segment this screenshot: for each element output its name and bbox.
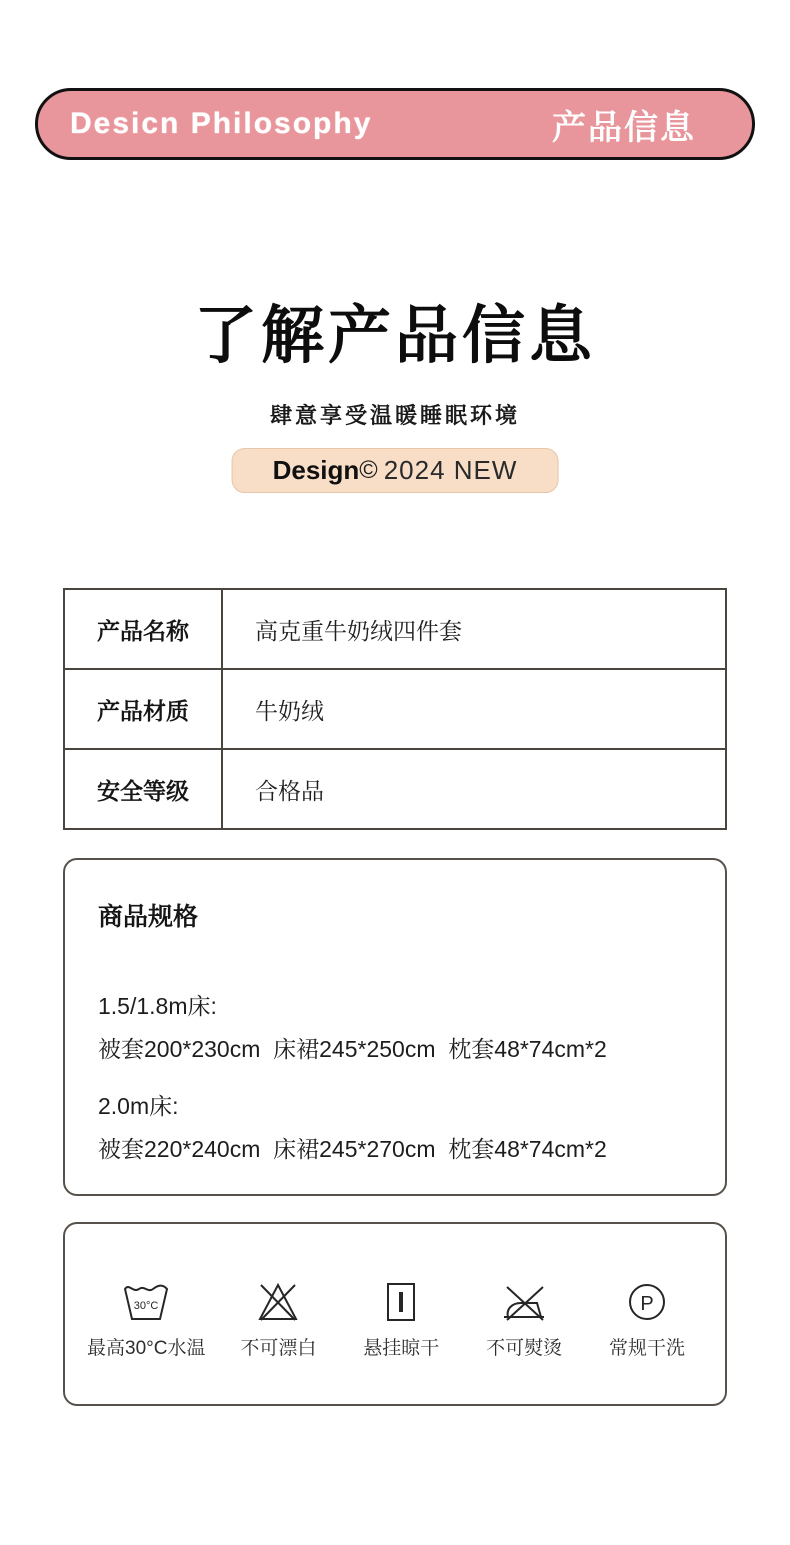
- spec-group-15-18m: [98, 988, 695, 1064]
- care-item-no-bleach: [228, 1280, 328, 1360]
- spec-size-detail: 被套220*240cm 床裙245*270cm 枕套48*74cm*2: [98, 1136, 607, 1162]
- care-item-label: 不可熨烫: [486, 1338, 563, 1359]
- spec-group-20m: [98, 1088, 695, 1164]
- banner-chinese-title: 产品信息: [552, 108, 696, 147]
- row-label-material: 产品材质: [64, 669, 222, 749]
- spec-size-label: 1.5/1.8m床:: [98, 993, 217, 1019]
- dry-clean-icon: [623, 1280, 671, 1324]
- svg-text:P: P: [640, 1293, 654, 1315]
- badge-brand-text: Design: [272, 455, 360, 485]
- no-iron-icon: [499, 1280, 549, 1324]
- row-label-safety-grade: 安全等级: [64, 749, 222, 829]
- spec-box: [63, 858, 727, 1196]
- badge-year-text: 2024 NEW: [383, 455, 518, 485]
- table-row: [64, 589, 726, 669]
- hang-dry-icon: [377, 1280, 425, 1324]
- no-bleach-icon: [254, 1280, 302, 1324]
- care-item-hang-dry: [351, 1280, 451, 1360]
- product-info-table: [63, 588, 727, 830]
- page-subtitle: 肆意享受温暖睡眠环境: [269, 403, 520, 428]
- care-item-label: 不可漂白: [240, 1338, 317, 1359]
- care-item-no-iron: [474, 1280, 574, 1360]
- spec-size-detail: 被套200*230cm 床裙245*250cm 枕套48*74cm*2: [98, 1036, 607, 1062]
- section-header-banner: [35, 88, 755, 160]
- row-value-material: 牛奶绒: [222, 669, 726, 749]
- spec-size-label: 2.0m床:: [98, 1093, 179, 1119]
- page-title: 了解产品信息: [194, 301, 596, 371]
- row-value-safety-grade: 合格品: [222, 749, 726, 829]
- care-item-label: 最高30°C水温: [87, 1338, 206, 1359]
- design-year-badge: [232, 448, 559, 493]
- svg-text:30°C: 30°C: [133, 1300, 159, 1312]
- care-item-label: 常规干洗: [608, 1338, 685, 1359]
- copyright-icon: ©: [359, 456, 378, 484]
- table-row: [64, 749, 726, 829]
- care-instructions-box: [63, 1222, 727, 1406]
- care-item-wash: [87, 1280, 205, 1360]
- care-item-label: 悬挂晾干: [363, 1338, 440, 1359]
- banner-english-title: Desicn Philosophy: [70, 107, 373, 140]
- row-label-product-name: 产品名称: [64, 589, 222, 669]
- spec-box-title: 商品规格: [98, 903, 199, 931]
- table-row: [64, 669, 726, 749]
- care-item-dry-clean: [597, 1280, 697, 1360]
- wash-30-icon: [120, 1280, 172, 1324]
- row-value-product-name: 高克重牛奶绒四件套: [222, 589, 726, 669]
